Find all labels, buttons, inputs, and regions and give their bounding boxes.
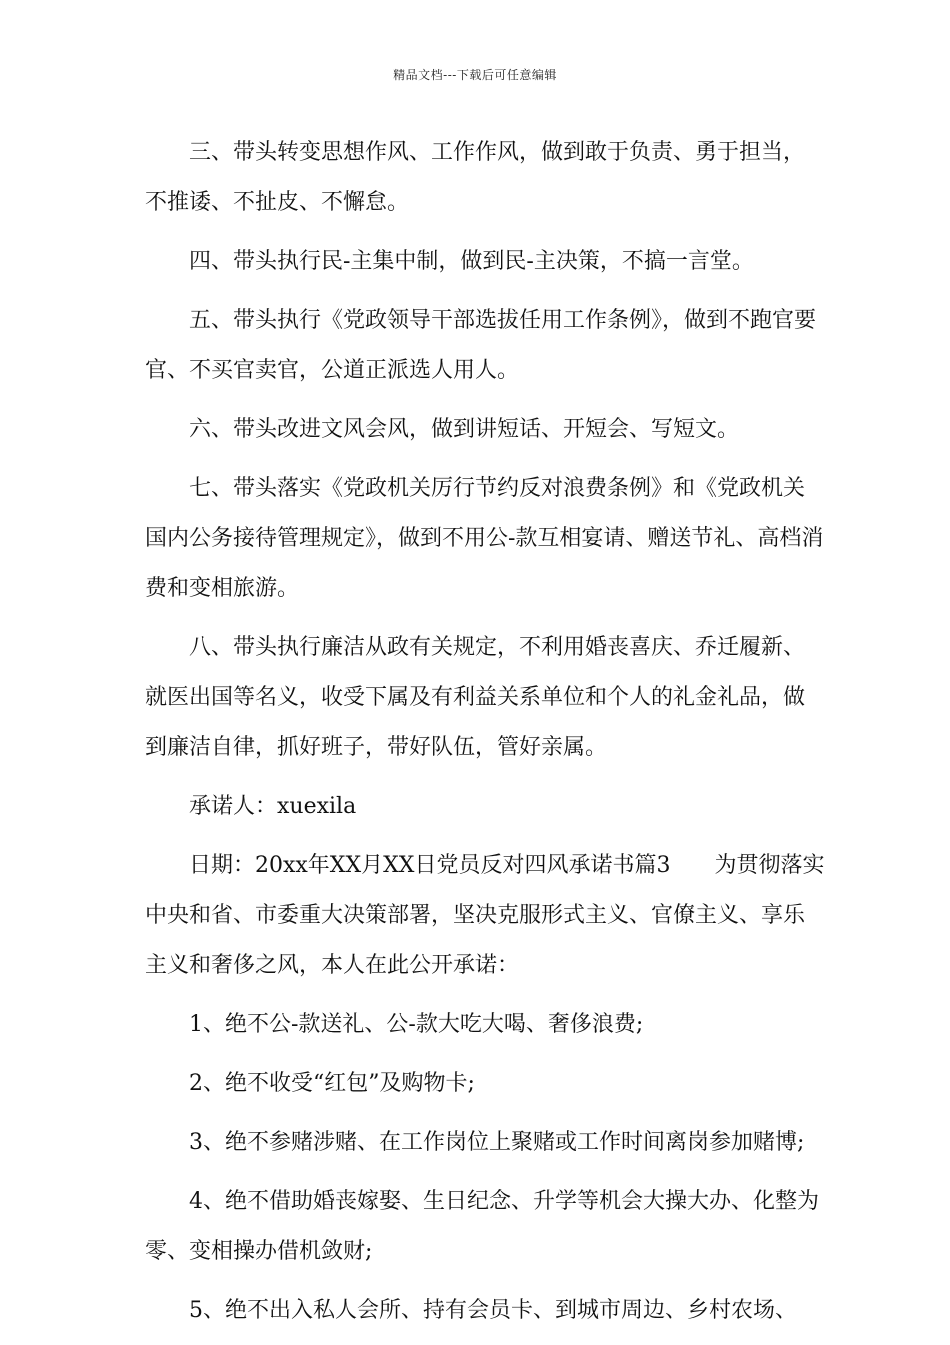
pledge-item-1: 1、绝不公-款送礼、公-款大吃大喝、奢侈浪费; <box>189 1012 644 1037</box>
page-header: 精品文档---下载后可任意编辑 <box>393 68 557 82</box>
paragraph-item-4: 四、带头执行民-主集中制，做到民-主决策，不搞一言堂。 <box>189 249 754 274</box>
paragraph-item-5: 五、带头执行《党政领导干部选拔任用工作条例》，做到不跑官要官、不买官卖官，公道正派选人用人。 <box>145 308 817 383</box>
paragraph-item-7: 七、带头落实《党政机关厉行节约反对浪费条例》和《党政机关国内公务接待管理规定》，做到不用公-款互相宴请、赠送节礼、高档消费和变相旅游。 <box>145 476 824 601</box>
pledge-item-2: 2、绝不收受“红包”及购物卡; <box>189 1071 475 1096</box>
pledge-item-5: 5、绝不出入私人会所、持有会员卡、到城市周边、乡村农场、 <box>189 1298 797 1323</box>
paragraph-item-6: 六、带头改进文风会风，做到讲短话、开短会、写短文。 <box>189 417 740 442</box>
paragraph-item-8: 八、带头执行廉洁从政有关规定，不利用婚丧喜庆、乔迁履新、就医出国等名义，收受下属及有利益关系单位和个人的礼金礼品，做到廉洁自律，抓好班子，带好队伍，管好亲属。 <box>145 635 806 760</box>
document-body <box>145 128 825 1345</box>
date-and-intro-paragraph: 日期：20xx年XX月XX日党员反对四风承诺书篇3 为贯彻落实中央和省、市委重大决策部署，坚决克服形式主义、官僚主义、享乐主义和奢侈之风，本人在此公开承诺： <box>145 853 825 978</box>
paragraph-item-3: 三、带头转变思想作风、工作作风，做到敢于负责、勇于担当，不推诿、不扯皮、不懈怠。 <box>145 140 806 215</box>
pledge-item-4: 4、绝不借助婚丧嫁娶、生日纪念、升学等机会大操大办、化整为零、变相操办借机敛财; <box>145 1189 819 1264</box>
signatory-line: 承诺人：xuexila <box>189 794 357 819</box>
pledge-item-3: 3、绝不参赌涉赌、在工作岗位上聚赌或工作时间离岗参加赌博; <box>189 1130 805 1155</box>
